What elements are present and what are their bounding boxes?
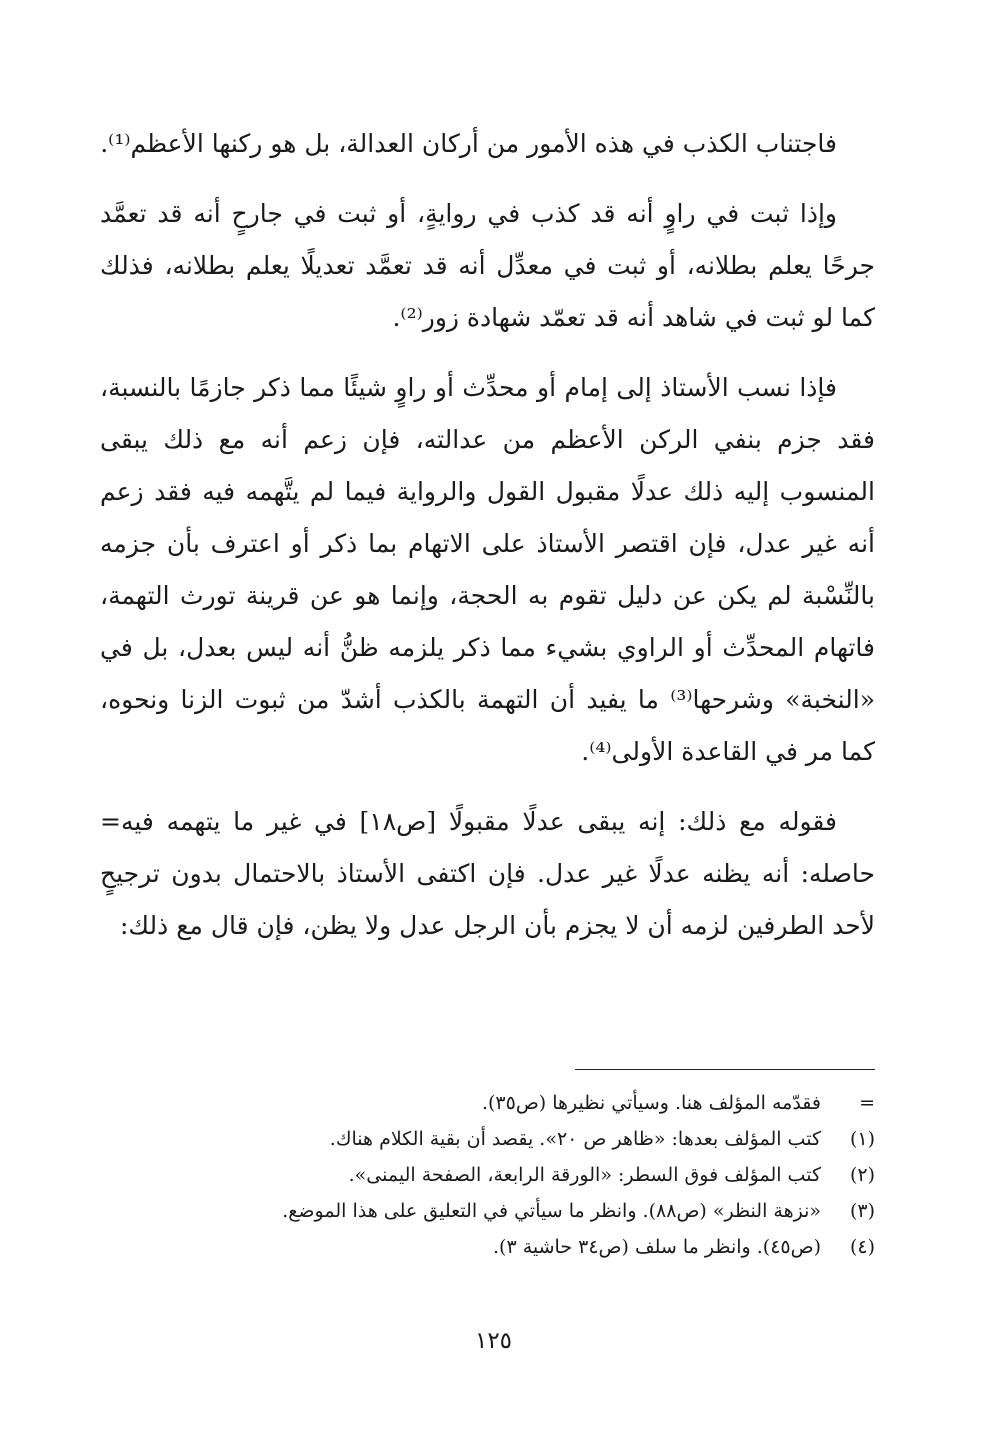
footnotes [100, 1085, 875, 1265]
paragraph: فاجتناب الكذب في هذه الأمور من أركان العدالة، بل هو ركنها الأعظم⁽¹⁾. [100, 129, 837, 158]
footnote-number: (١) [849, 1128, 875, 1150]
footnote [100, 1193, 875, 1229]
main-text [100, 118, 875, 970]
footnote-text: «نزهة النظر» (ص٨٨). وانظر ما سيأتي في التعليق على هذا الموضع. [282, 1200, 821, 1222]
footnote [100, 1229, 875, 1265]
footnote [100, 1085, 875, 1121]
footnote [100, 1121, 875, 1157]
footnote-divider [575, 1069, 875, 1070]
footnote-number: (٣) [849, 1200, 875, 1222]
footnote-number: (٤) [849, 1236, 875, 1258]
footnote-text: كتب المؤلف فوق السطر: «الورقة الرابعة، الصفحة اليمنى». [348, 1164, 821, 1186]
footnote-text: فقدّمه المؤلف هنا. وسيأتي نظيرها (ص٣٥). [481, 1092, 821, 1114]
footnote [100, 1157, 875, 1193]
footnote-number: = [859, 1092, 875, 1114]
footnote-number: (٢) [849, 1164, 875, 1186]
paragraph: فإذا نسب الأستاذ إلى إمام أو محدِّث أو راوٍ شيئًا مما ذكر جازمًا بالنسبة، فقد جزم بنفي الركن الأعظم من عدالته، فإن زعم أنه مع ذلك يبقى المنسوب إليه ذلك عدلًا مقبول القول والرواية فيما لم يتَّهمه فيه فقد زعم أنه غير عدل، فإن اقتصر الأستاذ على الاتهام بما ذكر أو اعترف بأن جزمه بالنِّسْبة لم يكن عن دليل تقوم به الحجة، وإنما هو عن قرينة تورث التهمة، فاتهام المحدِّث أو الراوي بشيء مما ذكر يلزمه ظنُّ أنه ليس بعدل، بل في «النخبة» وشرحها⁽³⁾ ما يفيد أن التهمة بالكذب أشدّ من ثبوت الزنا ونحوه، كما مر في القاعدة الأولى⁽⁴⁾. [100, 373, 875, 766]
paragraph: وإذا ثبت في راوٍ أنه قد كذب في روايةٍ، أو ثبت في جارحٍ أنه قد تعمَّد جرحًا يعلم بطلانه، أو ثبت في معدِّل أنه قد تعمَّد تعديلًا يعلم بطلانه، فذلك كما لو ثبت في شاهد أنه قد تعمّد شهادة زور⁽²⁾. [100, 199, 875, 332]
page-number: ١٢٥ [474, 1328, 513, 1354]
paragraph: فقوله مع ذلك: إنه يبقى عدلًا مقبولًا [ص١٨] في غير ما يتهمه فيه= حاصله: أنه يظنه عدلًا غير عدل. فإن اكتفى الأستاذ بالاحتمال بدون ترجيحٍ لأحد الطرفين لزمه أن لا يجزم بأن الرجل عدل ولا يظن، فإن قال مع ذلك: [100, 807, 875, 940]
footnote-text: كتب المؤلف بعدها: «ظاهر ص ٢٠». يقصد أن بقية الكلام هناك. [329, 1128, 821, 1150]
footnote-text: (ص٤٥). وانظر ما سلف (ص٣٤ حاشية ٣). [492, 1236, 821, 1258]
